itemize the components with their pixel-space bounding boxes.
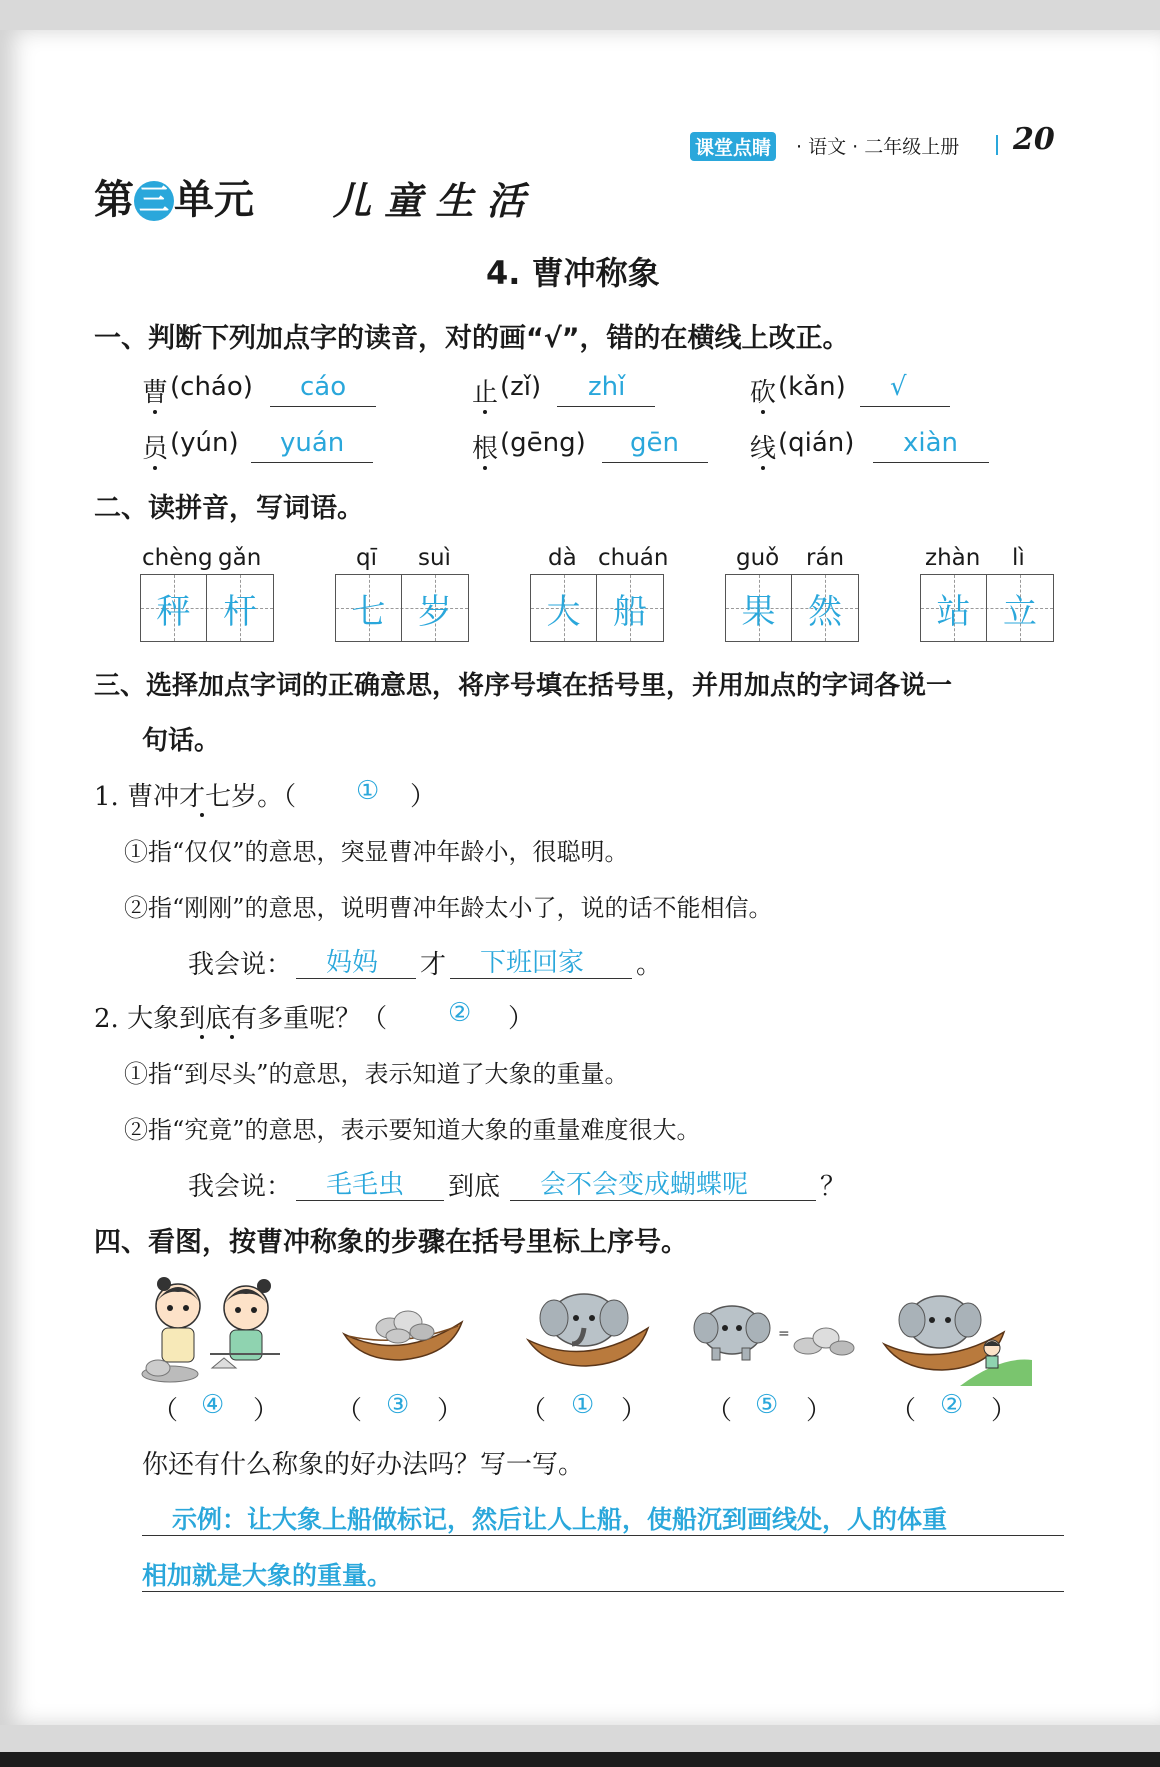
say-label: 我会说： — [188, 950, 293, 980]
reading-char: 线 — [750, 434, 777, 464]
sentence-end: ？ — [820, 1172, 847, 1202]
grid-char[interactable]: 立 — [1003, 591, 1037, 632]
paren-open: （ — [152, 1396, 179, 1426]
word-pinyin: chèng — [142, 545, 213, 571]
grid-char[interactable]: 七 — [336, 575, 402, 641]
illustration-elephant-boat-child — [880, 1290, 1032, 1386]
emphasis-dot — [200, 813, 204, 817]
paren-close: ） — [991, 1396, 1018, 1426]
unit-suffix: 单元 — [174, 177, 254, 223]
emphasis-dot — [153, 410, 157, 414]
unit-theme: 儿 童 生 活 — [333, 178, 525, 223]
sentence-blank-2[interactable]: 会不会变成蝴蝶呢 — [540, 1170, 749, 1200]
reading-pinyin: (qián) — [778, 428, 855, 458]
illustration-children-weighing — [140, 1276, 290, 1384]
reading-pinyin: (cháo) — [170, 372, 253, 402]
question-2: 2. 大象到底有多重呢？（ — [94, 1004, 388, 1034]
word-pinyin: gǎn — [218, 545, 262, 571]
paren-close: ） — [437, 1396, 464, 1426]
reading-char: 止 — [472, 378, 499, 408]
reading-pinyin: (yún) — [170, 428, 239, 458]
reading-answer[interactable]: zhǐ — [588, 372, 626, 402]
paren-close: ） — [621, 1396, 648, 1426]
word-pinyin: rán — [806, 545, 845, 571]
paren-open: （ — [520, 1396, 547, 1426]
word-pinyin: chuán — [598, 545, 669, 571]
lesson-title: 4. 曹冲称象 — [486, 254, 660, 292]
emphasis-dot — [761, 466, 765, 470]
step-number[interactable]: ③ — [386, 1390, 410, 1420]
grid-char[interactable]: 然 — [808, 591, 842, 632]
emphasis-dot — [153, 466, 157, 470]
paren-open: （ — [706, 1396, 733, 1426]
paren-close: ） — [806, 1396, 833, 1426]
sentence-mid: 到底 — [448, 1172, 501, 1202]
step-number[interactable]: ⑤ — [755, 1390, 779, 1420]
option-1: ①指“到尽头”的意思，表示知道了大象的重量。 — [124, 1060, 629, 1088]
word-pinyin: dà — [548, 545, 577, 571]
character-grid — [725, 574, 859, 642]
grid-char[interactable]: 站 — [921, 575, 987, 641]
example-answer-line-1[interactable]: 示例：让大象上船做标记，然后让人上船，使船沉到画线处，人的体重 — [172, 1505, 948, 1534]
bottom-bar — [0, 1752, 1160, 1767]
example-answer-line-2[interactable]: 相加就是大象的重量。 — [142, 1561, 393, 1590]
reading-char: 根 — [472, 434, 499, 464]
section2-heading: 二、读拼音，写词语。 — [94, 493, 364, 524]
question-2-answer[interactable]: ② — [448, 998, 472, 1028]
paren-open: （ — [336, 1396, 363, 1426]
page-number: 20 — [1013, 122, 1055, 157]
grid-char[interactable]: 岁 — [418, 591, 452, 632]
emphasis-dot — [483, 466, 487, 470]
paren-close: ） — [253, 1396, 280, 1426]
grid-char[interactable]: 果 — [726, 575, 792, 641]
grid-char[interactable]: 大 — [531, 575, 597, 641]
reading-answer[interactable]: √ — [890, 372, 907, 402]
character-grid — [335, 574, 469, 642]
sentence-mid: 才 — [420, 950, 447, 980]
brand-badge: 课堂点睛 — [690, 132, 776, 161]
subject-label: · 语文 · 二年级上册 — [796, 136, 960, 158]
sentence-end: 。 — [636, 950, 663, 980]
character-grid — [140, 574, 274, 642]
unit-title — [94, 168, 254, 225]
option-2: ②指“究竟”的意思，表示要知道大象的重量难度很大。 — [124, 1116, 701, 1144]
step-number[interactable]: ② — [940, 1390, 964, 1420]
header-divider — [996, 135, 998, 155]
sentence-blank-2[interactable]: 下班回家 — [480, 948, 585, 978]
character-grid — [920, 574, 1054, 642]
word-pinyin: zhàn — [925, 545, 981, 571]
character-grid — [530, 574, 664, 642]
word-pinyin: lì — [1012, 545, 1025, 571]
reading-answer[interactable]: cáo — [300, 372, 347, 402]
illustration-stones-boat — [340, 1292, 465, 1364]
question-1-answer[interactable]: ① — [356, 776, 380, 806]
word-pinyin: guǒ — [736, 545, 780, 571]
emphasis-dot — [761, 410, 765, 414]
open-question: 你还有什么称象的好办法吗？写一写。 — [142, 1450, 585, 1480]
section3-heading-cont: 句话。 — [142, 726, 221, 756]
emphasis-dot — [230, 1035, 234, 1039]
grid-char[interactable]: 杆 — [223, 591, 257, 632]
reading-answer[interactable]: yuán — [280, 428, 345, 458]
section3-heading: 三、选择加点字词的正确意思，将序号填在括号里，并用加点的字词各说一 — [94, 671, 953, 701]
reading-pinyin: (zǐ) — [500, 372, 542, 402]
say-label: 我会说： — [188, 1172, 293, 1202]
reading-answer[interactable]: gēn — [630, 428, 679, 458]
question-1-close: ） — [410, 782, 437, 812]
reading-pinyin: (gēng) — [500, 428, 586, 458]
grid-char[interactable]: 船 — [613, 591, 647, 632]
svg-text:=: = — [778, 1326, 790, 1342]
sentence-blank-1[interactable]: 妈妈 — [326, 948, 379, 978]
answer-line — [142, 1500, 1064, 1536]
reading-pinyin: (kǎn) — [778, 372, 846, 402]
word-pinyin: suì — [418, 545, 451, 571]
unit-number: 三 — [134, 181, 174, 221]
illustration-elephant-boat — [526, 1288, 651, 1368]
emphasis-dot — [483, 410, 487, 414]
section4-heading: 四、看图，按曹冲称象的步骤在括号里标上序号。 — [94, 1227, 688, 1258]
step-number[interactable]: ④ — [201, 1390, 225, 1420]
question-1: 1. 曹冲才七岁。（ — [94, 782, 297, 812]
question-2-close: ） — [508, 1004, 535, 1034]
answer-line — [142, 1556, 1064, 1592]
option-1: ①指“仅仅”的意思，突显曹冲年龄小，很聪明。 — [124, 838, 629, 866]
option-2: ②指“刚刚”的意思，说明曹冲年龄太小了，说的话不能相信。 — [124, 894, 773, 922]
illustration-elephant-equals-stones — [690, 1302, 860, 1364]
sentence-blank-1[interactable]: 毛毛虫 — [326, 1170, 405, 1200]
reading-char: 曹 — [142, 378, 169, 408]
word-pinyin: qī — [356, 545, 377, 571]
section1-heading: 一、判断下列加点字的读音，对的画“√”，错的在横线上改正。 — [94, 323, 850, 354]
step-number[interactable]: ① — [571, 1390, 595, 1420]
grid-char[interactable]: 秤 — [141, 575, 207, 641]
emphasis-dot — [200, 1035, 204, 1039]
reading-answer[interactable]: xiàn — [903, 428, 959, 458]
reading-char: 员 — [142, 434, 169, 464]
paren-open: （ — [890, 1396, 917, 1426]
reading-char: 砍 — [750, 378, 777, 408]
unit-prefix: 第 — [94, 177, 134, 223]
